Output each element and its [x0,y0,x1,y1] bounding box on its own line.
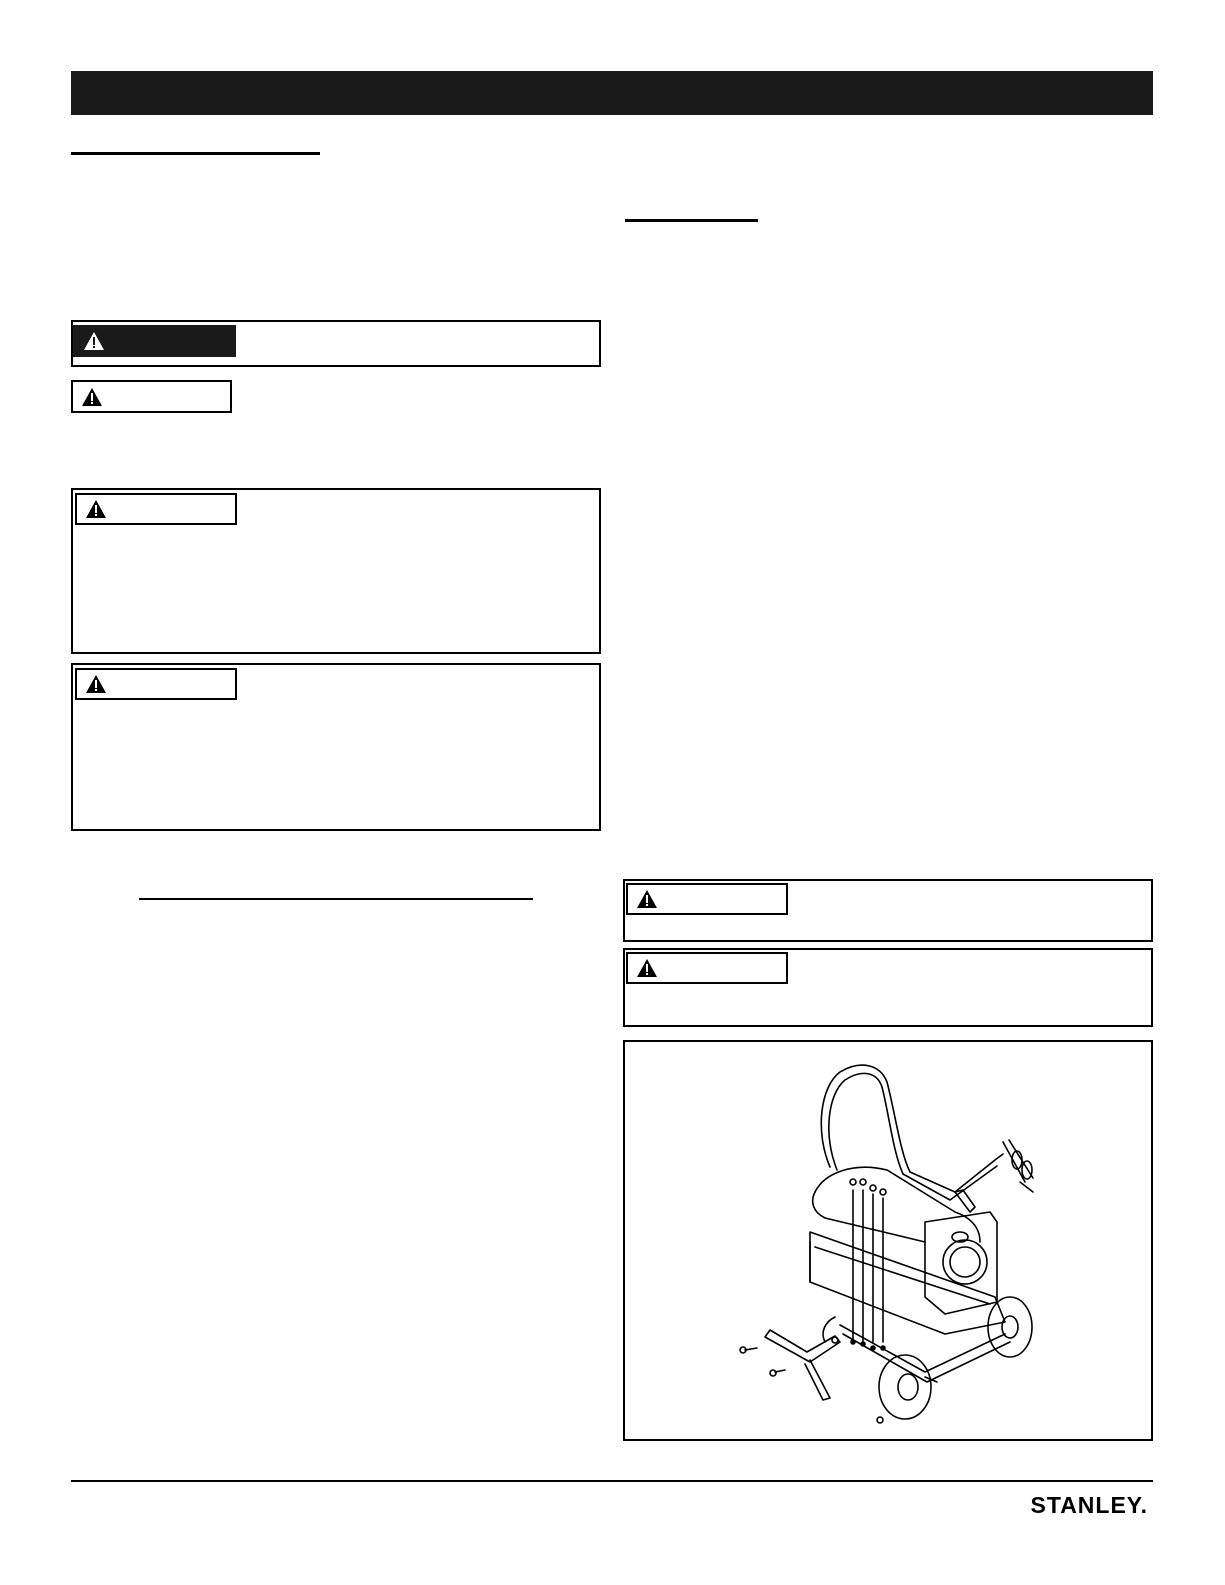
danger-label [73,325,236,357]
warning-label-2 [75,668,237,700]
warning-triangle-icon [636,958,658,978]
section-heading-left-rule [71,152,320,155]
footer-rule [71,1480,1153,1482]
subsection-heading-rule [139,898,533,900]
warning-label-3 [626,883,788,915]
brand-logo: STANLEY. [1030,1492,1148,1518]
warning-triangle-icon [85,674,107,694]
warning-triangle-icon [85,499,107,519]
warning-triangle-icon [81,387,103,407]
caution-label [71,380,232,413]
warning-label-4 [626,952,788,984]
warning-label-1 [75,493,237,525]
heater-assembly-drawing [625,1042,1151,1439]
header-bar [71,71,1153,115]
assembly-figure [623,1040,1153,1441]
warning-triangle-icon [636,889,658,909]
section-heading-right-rule [625,219,758,222]
warning-triangle-icon [83,331,105,351]
